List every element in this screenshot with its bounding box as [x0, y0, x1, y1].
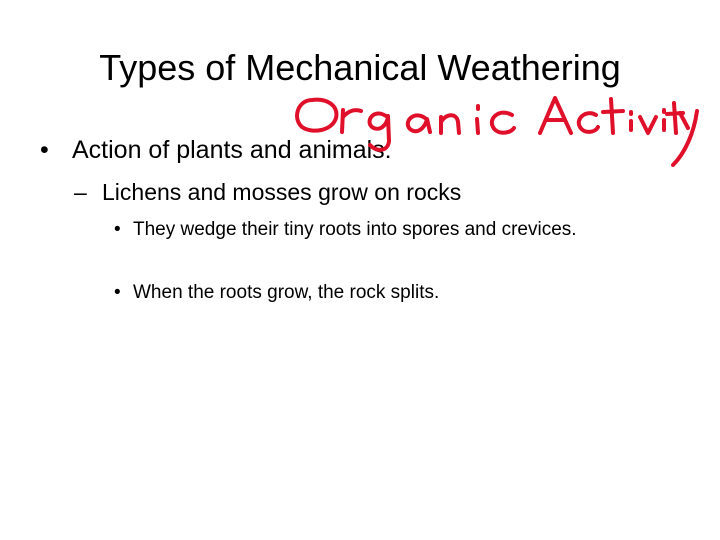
handwritten-annotation-text	[0, 0, 1, 1]
bullet-marker: •	[40, 136, 49, 164]
bullet-level-1	[40, 134, 392, 166]
sub-sub-bullet-text: They wedge their tiny roots into spores and crevices.	[133, 219, 577, 240]
dash-marker: –	[74, 179, 87, 205]
bullet-marker: •	[114, 219, 121, 240]
bullet-level-2	[74, 177, 461, 207]
bullet-level-3-rock-splits	[114, 280, 613, 306]
slide-title: Types of Mechanical Weathering	[99, 47, 621, 88]
bullet-text: Action of plants and animals:	[72, 136, 392, 164]
sub-bullet-text: Lichens and mosses grow on rocks	[102, 179, 462, 205]
bullet-marker: •	[114, 282, 121, 303]
sub-sub-bullet-text: When the roots grow, the rock splits.	[133, 282, 440, 303]
bullet-level-3-roots-wedge	[114, 217, 613, 243]
